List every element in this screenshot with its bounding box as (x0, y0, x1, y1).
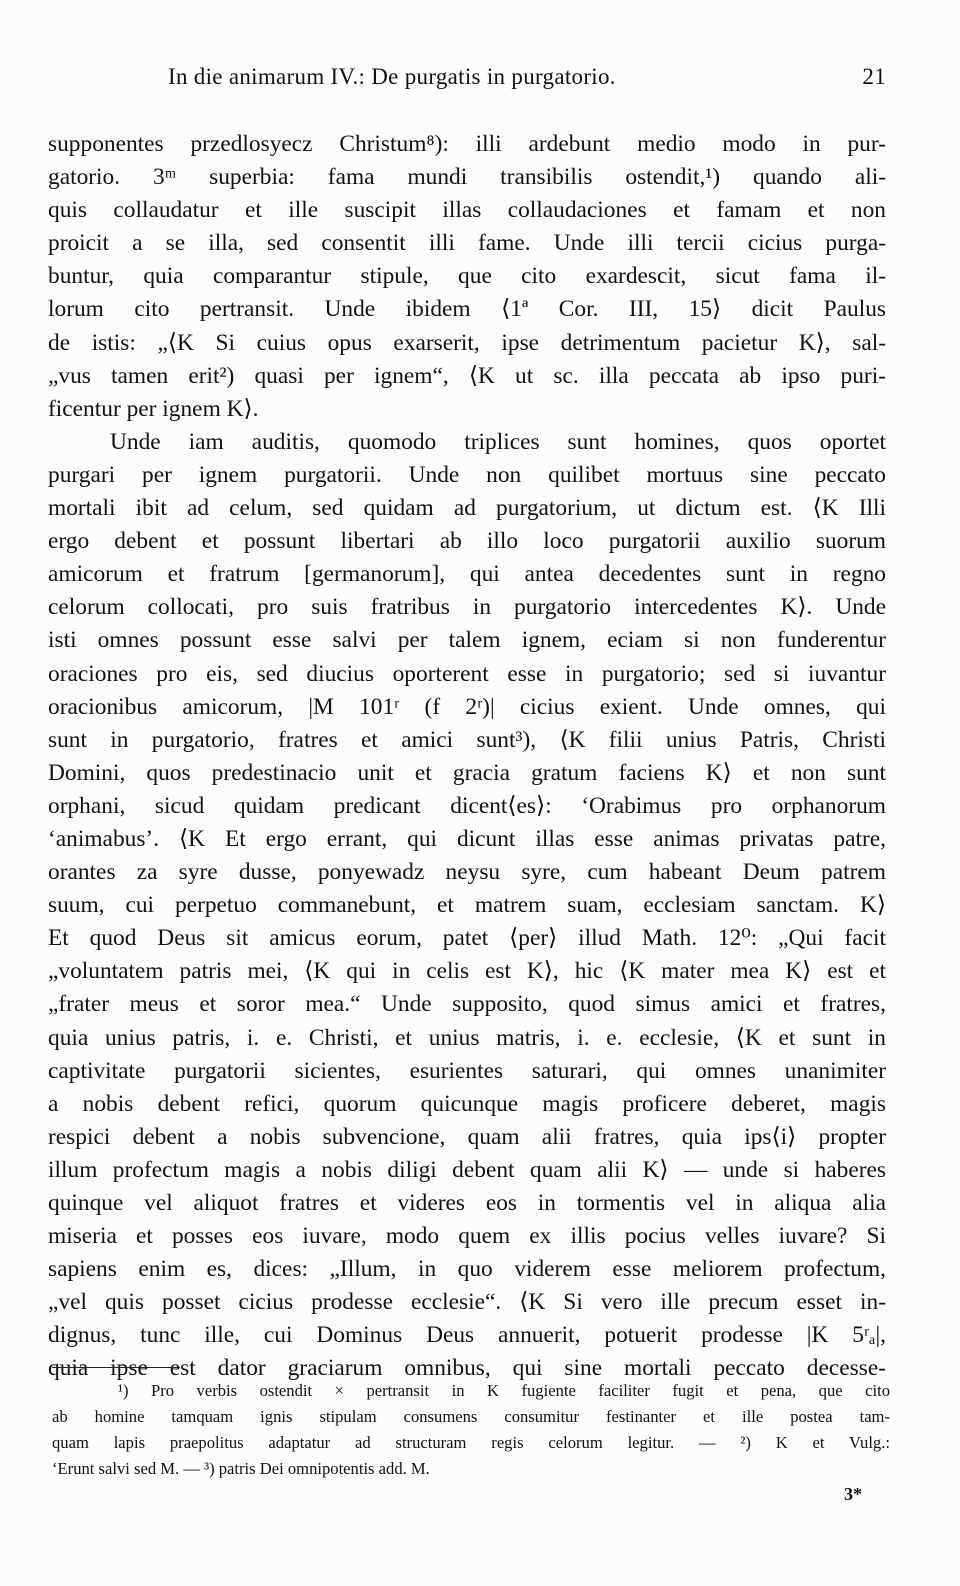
text-line: ‘animabus’. ⟨K Et ergo errant, qui dicunt illas esse animas privatas patre, (48, 825, 886, 852)
text-line: miseria et posses eos iuvare, modo quem ex illis pocius velles iuvare? Si (48, 1223, 886, 1250)
text-line: lorum cito pertransit. Unde ibidem ⟨1ª Cor. III, 15⟩ dicit Paulus (48, 296, 886, 323)
text-line: Et quod Deus sit amicus eorum, patet ⟨per⟩ illud Math. 12⁰: „Qui facit (48, 925, 886, 952)
footnote-divider (52, 1367, 180, 1368)
text-line: quinque vel aliquot fratres et videres eos in tormentis vel in aliqua alia (48, 1190, 886, 1216)
text-line: gatorio. 3ᵐ superbia: fama mundi transibilis ostendit,¹) quando ali- (48, 164, 886, 191)
footnote-line: ¹) Pro verbis ostendit × pertransit in K fugiente faciliter fugit et pena, que cito (118, 1381, 890, 1400)
body-text (48, 128, 886, 1386)
text-line: sunt in purgatorio, fratres et amici sunt³), ⟨K filii unius Patris, Christi (48, 726, 886, 753)
text-line: „voluntatem patris mei, ⟨K qui in celis est K⟩, hic ⟨K mater mea K⟩ est et (48, 958, 886, 985)
page-number: 21 (862, 64, 886, 89)
paragraph-first-line: Unde iam auditis, quomodo triplices sunt homines, quos oportet (110, 428, 886, 455)
text-line: mortali ibit ad celum, sed quidam ad purgatorium, ut dictum est. ⟨K Illi (48, 495, 886, 522)
text-line: orantes za syre dusse, ponyewadz neysu syre, cum habeant Deum patrem (48, 859, 886, 886)
text-line: „vus tamen erit²) quasi per ignem“, ⟨K ut sc. illa peccata ab ipso puri- (48, 362, 886, 389)
text-line: ficentur per ignem K⟩. (48, 395, 259, 422)
text-line: quis collaudatur et ille suscipit illas collaudaciones et famam et non (48, 197, 886, 224)
text-line: celorum collocati, pro suis fratribus in purgatorio intercedentes K⟩. Unde (48, 594, 886, 621)
text-line: dignus, tunc ille, cui Dominus Deus annuerit, potuerit prodesse |K 5ʳₐ|, (48, 1322, 886, 1349)
text-line: buntur, quia comparantur stipule, que cito exardescit, sicut fama il- (48, 263, 886, 290)
text-line: supponentes przedlosyecz Christum⁸): illi ardebunt medio modo in pur- (48, 131, 886, 157)
text-line: sapiens enim es, dices: „Illum, in quo viderem esse meliorem profectum, (48, 1256, 886, 1283)
footnote-line: ‘Erunt salvi sed M. — ³) patris Dei omnipotentis add. M. (52, 1459, 430, 1478)
text-line: Domini, quos predestinacio unit et gracia gratum faciens K⟩ et non sunt (48, 759, 886, 786)
footnote-line: ab homine tamquam ignis stipulam consumens consumitur festinanter et ille postea tam- (52, 1407, 890, 1426)
text-line: „vel quis posset cicius prodesse ecclesie“. ⟨K Si vero ille precum esset in- (48, 1289, 886, 1316)
running-head-title: In die animarum IV.: De purgatis in purgatorio. (168, 64, 616, 89)
text-line: illum profectum magis a nobis diligi debent quam alii K⟩ — unde si haberes (48, 1156, 886, 1183)
text-line: captivitate purgatorii sicientes, esurientes saturari, qui omnes unanimiter (48, 1057, 886, 1084)
text-line: quia unius patris, i. e. Christi, et unius matris, i. e. ecclesie, ⟨K et sunt in (48, 1024, 886, 1051)
text-line: amicorum et fratrum [germanorum], qui antea decedentes sunt in regno (48, 561, 886, 588)
text-line: purgari per ignem purgatorii. Unde non quilibet mortuus sine peccato (48, 461, 886, 488)
footnote-line: quam lapis praepolitus adaptatur ad structuram regis celorum legitur. — ²) K et Vulg.: (52, 1433, 890, 1452)
text-line: isti omnes possunt esse salvi per talem ignem, eciam si non funderentur (48, 627, 886, 654)
text-line: de istis: „⟨K Si cuius opus exarserit, ipse detrimentum pacietur K⟩, sal- (48, 329, 886, 356)
text-line: oraciones pro eis, sed diucius oporterent esse in purgatorio; sed si iuvantur (48, 660, 886, 687)
text-line: oracionibus amicorum, |M 101ʳ (f 2ʳ)| cicius exient. Unde omnes, qui (48, 693, 886, 720)
text-line: suum, cui perpetuo commanebunt, et matrem suam, ecclesiam sanctam. K⟩ (48, 892, 886, 919)
text-line: „frater meus et soror mea.“ Unde supposito, quod simus amici et fratres, (48, 991, 886, 1018)
running-head (48, 64, 886, 98)
signature-mark: 3* (844, 1484, 862, 1504)
footnotes (52, 1378, 890, 1482)
text-line: ergo debent et possunt libertari ab illo loco purgatorii auxilio suorum (48, 528, 886, 555)
text-line: quia ipse est dator graciarum omnibus, qui sine mortali peccato decesse- (48, 1355, 886, 1382)
text-line: respici debent a nobis subvencione, quam alii fratres, quia ips⟨i⟩ propter (48, 1123, 886, 1150)
text-line: orphani, sicud quidam predicant dicent⟨es⟩: ‘Orabimus pro orphanorum (48, 792, 886, 819)
text-line: a nobis debent refici, quorum quicunque magis proficere deberet, magis (48, 1090, 886, 1117)
text-line: proicit a se illa, sed consentit illi fame. Unde illi tercii cicius purga- (48, 230, 886, 257)
